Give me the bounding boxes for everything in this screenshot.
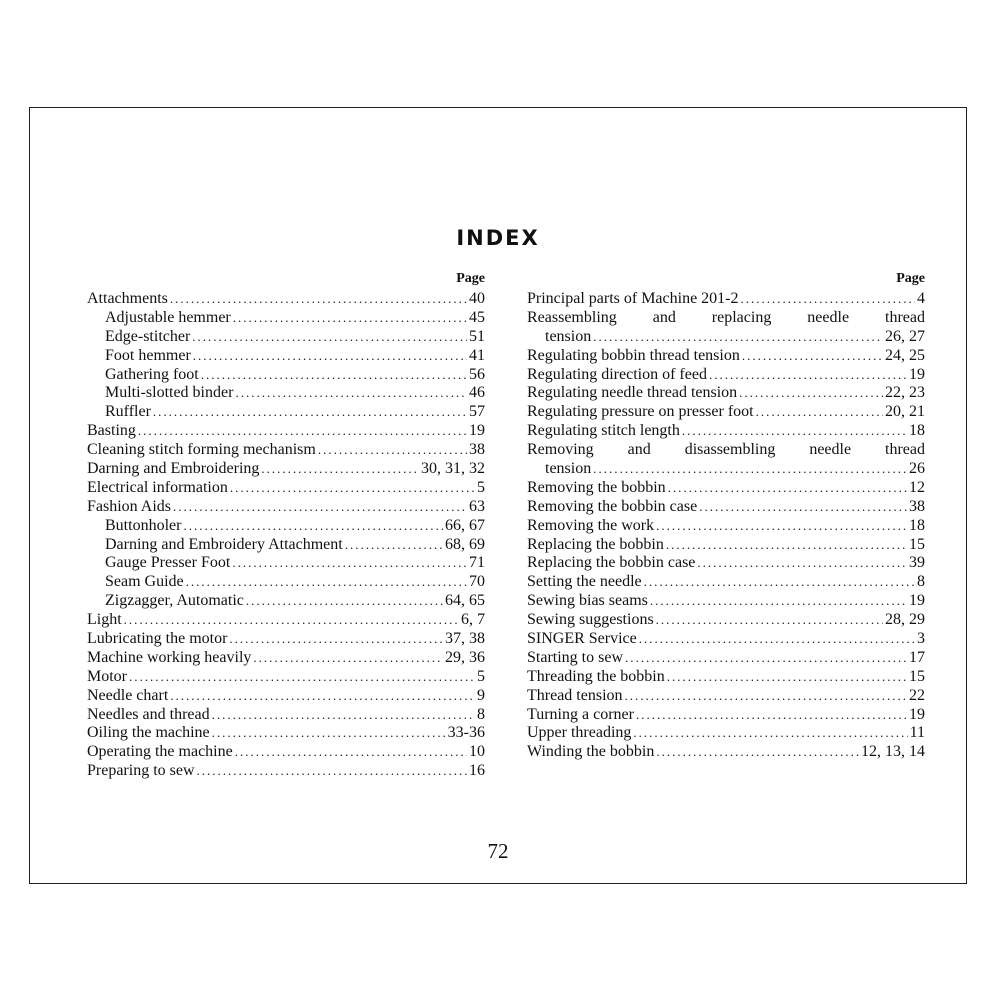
dot-leader bbox=[183, 517, 443, 536]
index-entry bbox=[87, 517, 485, 536]
index-entry-name: Regulating direction of feed bbox=[527, 365, 707, 383]
index-entry-page: 70 bbox=[469, 573, 485, 591]
dot-leader bbox=[235, 743, 467, 762]
index-entry bbox=[527, 366, 925, 385]
index-entry bbox=[87, 498, 485, 517]
index-entry-page: 51 bbox=[469, 327, 485, 345]
dot-leader bbox=[625, 687, 907, 706]
index-entry-name: Preparing to sew bbox=[87, 762, 195, 780]
dot-leader bbox=[668, 479, 907, 498]
dot-leader bbox=[644, 573, 915, 592]
index-entry bbox=[87, 536, 485, 555]
index-entry-page: 26 bbox=[909, 460, 925, 478]
dot-leader bbox=[739, 384, 883, 403]
dot-leader bbox=[230, 479, 475, 498]
index-entry-name: Attachments bbox=[87, 290, 168, 307]
index-entry bbox=[87, 441, 485, 460]
index-entry-name: Electrical information bbox=[87, 478, 228, 496]
index-entry-page: 17 bbox=[909, 648, 925, 666]
dot-leader bbox=[650, 592, 907, 611]
dot-leader bbox=[656, 611, 883, 630]
index-entry bbox=[527, 724, 925, 743]
index-entry-name: Fashion Aids bbox=[87, 497, 172, 515]
index-entry-page: 5 bbox=[477, 667, 485, 685]
index-entry-name: Regulating bobbin thread tension bbox=[527, 346, 740, 364]
index-entry-name: Winding the bobbin bbox=[527, 743, 655, 761]
index-entry-page: 63 bbox=[469, 497, 485, 515]
index-entry-name: Zigzagger, Automatic bbox=[105, 592, 244, 610]
index-entry bbox=[87, 554, 485, 573]
index-entry-name: Regulating pressure on presser foot bbox=[527, 403, 754, 421]
dot-leader bbox=[233, 309, 467, 328]
index-entry-page: 41 bbox=[469, 346, 485, 364]
index-entry bbox=[87, 668, 485, 687]
index-entry-page: 19 bbox=[909, 705, 925, 723]
dot-leader bbox=[756, 403, 883, 422]
index-entry-name: Turning a corner bbox=[527, 705, 634, 723]
index-entry-name: Starting to sew bbox=[527, 648, 623, 666]
index-entry-name: Upper threading bbox=[527, 724, 632, 742]
dot-leader bbox=[124, 611, 459, 630]
index-entry-name: Principal parts of Machine 201-2 bbox=[527, 290, 739, 307]
dot-leader bbox=[656, 743, 859, 762]
dot-leader bbox=[235, 384, 467, 403]
index-entry-name: Multi-slotted binder bbox=[105, 384, 234, 402]
dot-leader bbox=[667, 668, 907, 687]
index-entry bbox=[527, 611, 925, 630]
index-entry-name: Sewing bias seams bbox=[527, 592, 648, 610]
index-entry-page: 19 bbox=[469, 422, 485, 440]
index-entry-page: 46 bbox=[469, 384, 485, 402]
index-entry-page: 22 bbox=[909, 686, 925, 704]
dot-leader bbox=[633, 724, 907, 743]
index-entry bbox=[527, 706, 925, 725]
index-entry bbox=[527, 479, 925, 498]
index-entry bbox=[527, 460, 925, 479]
index-entry-page: 15 bbox=[909, 667, 925, 685]
index-entry-page: 26, 27 bbox=[885, 327, 925, 345]
dot-leader bbox=[741, 290, 916, 309]
index-entry bbox=[527, 422, 925, 441]
index-entry bbox=[87, 328, 485, 347]
index-entry bbox=[87, 422, 485, 441]
index-entry-page: 22, 23 bbox=[885, 384, 925, 402]
dot-leader bbox=[201, 366, 467, 385]
index-entry-page: 33-36 bbox=[447, 724, 485, 742]
dot-leader bbox=[212, 706, 475, 725]
index-entry-name: Light bbox=[87, 611, 122, 629]
index-entry-page: 12, 13, 14 bbox=[861, 743, 925, 761]
index-entry-page: 71 bbox=[469, 554, 485, 572]
index-entry bbox=[87, 403, 485, 422]
index-entry bbox=[527, 290, 925, 309]
index-entry-page: 16 bbox=[469, 762, 485, 780]
index-entry-page: 11 bbox=[909, 724, 925, 742]
index-entry-name: Removing the bobbin case bbox=[527, 497, 698, 515]
index-entry bbox=[87, 706, 485, 725]
index-entry bbox=[527, 668, 925, 687]
dot-leader bbox=[699, 498, 907, 517]
index-entry-name: Needle chart bbox=[87, 686, 169, 704]
dot-leader bbox=[593, 460, 907, 479]
index-entry-page: 3 bbox=[917, 630, 925, 648]
index-entry-name: tension bbox=[545, 460, 592, 478]
dot-leader bbox=[129, 668, 475, 687]
index-entry-page: 19 bbox=[909, 365, 925, 383]
index-entry-page: 38 bbox=[909, 497, 925, 515]
index-entry-name: Buttonholer bbox=[105, 516, 182, 534]
dot-leader bbox=[742, 347, 883, 366]
dot-leader bbox=[186, 573, 467, 592]
index-entry bbox=[527, 403, 925, 422]
index-entry-page: 56 bbox=[469, 365, 485, 383]
index-entry-name: Machine working heavily bbox=[87, 648, 252, 666]
dot-leader bbox=[246, 592, 443, 611]
index-entry bbox=[527, 687, 925, 706]
dot-leader bbox=[170, 290, 467, 309]
index-entry-page: 24, 25 bbox=[885, 346, 925, 364]
index-entry-name: Threading the bobbin bbox=[527, 667, 665, 685]
index-entry-name: Replacing the bobbin bbox=[527, 535, 664, 553]
index-entry-name: Operating the machine bbox=[87, 743, 233, 761]
dot-leader bbox=[170, 687, 475, 706]
index-entry-name: Edge-stitcher bbox=[105, 327, 191, 345]
index-entry-name: Darning and Embroidering bbox=[87, 460, 260, 478]
dot-leader bbox=[153, 403, 467, 422]
index-entry-page: 8 bbox=[477, 705, 485, 723]
index-entry-page: 8 bbox=[917, 573, 925, 591]
index-entry bbox=[87, 460, 485, 479]
index-entry bbox=[87, 384, 485, 403]
index-entry bbox=[527, 347, 925, 366]
index-entry-page: 18 bbox=[909, 516, 925, 534]
index-entry-name: Ruffler bbox=[105, 403, 151, 421]
index-entry-name: Setting the needle bbox=[527, 573, 642, 591]
index-entry-name: Thread tension bbox=[527, 686, 623, 704]
dot-leader bbox=[138, 422, 467, 441]
index-entry-name: Needles and thread bbox=[87, 705, 210, 723]
index-entry bbox=[527, 517, 925, 536]
index-entry bbox=[87, 724, 485, 743]
index-entry-name: Lubricating the motor bbox=[87, 630, 228, 648]
index-entry-page: 15 bbox=[909, 535, 925, 553]
left-column-header: Page bbox=[456, 271, 485, 286]
index-entry bbox=[527, 498, 925, 517]
index-entry bbox=[527, 441, 925, 460]
index-entry bbox=[527, 536, 925, 555]
index-entry bbox=[87, 611, 485, 630]
index-entry-name: Cleaning stitch forming mechanism bbox=[87, 441, 316, 459]
index-entry-name: Foot hemmer bbox=[105, 346, 191, 364]
index-entry-name: Removing and disassembling needle thread bbox=[527, 441, 925, 459]
index-entry-page: 20, 21 bbox=[885, 403, 925, 421]
index-entry bbox=[87, 687, 485, 706]
index-entry bbox=[87, 592, 485, 611]
index-entry bbox=[87, 366, 485, 385]
dot-leader bbox=[318, 441, 467, 460]
index-entry bbox=[527, 328, 925, 347]
index-entry-page: 18 bbox=[909, 422, 925, 440]
dot-leader bbox=[682, 422, 907, 441]
index-entry-name: Removing the work bbox=[527, 516, 655, 534]
dot-leader bbox=[345, 536, 443, 555]
dot-leader bbox=[229, 630, 443, 649]
dot-leader bbox=[656, 517, 907, 536]
index-entry-name: Regulating stitch length bbox=[527, 422, 680, 440]
index-entry-name: SINGER Service bbox=[527, 630, 637, 648]
index-entry-page: 28, 29 bbox=[885, 611, 925, 629]
index-entry bbox=[527, 743, 925, 762]
index-entry-name: Adjustable hemmer bbox=[105, 308, 231, 326]
index-entry bbox=[87, 743, 485, 762]
index-entry-name: Gathering foot bbox=[105, 365, 199, 383]
index-entry-page: 30, 31, 32 bbox=[421, 460, 485, 478]
index-entry bbox=[527, 554, 925, 573]
index-entry-page: 6, 7 bbox=[461, 611, 485, 629]
index-entry-page: 39 bbox=[909, 554, 925, 572]
index-entry-page: 12 bbox=[909, 478, 925, 496]
page-title: INDEX bbox=[456, 226, 540, 250]
left-column bbox=[87, 268, 485, 781]
dot-leader bbox=[666, 536, 907, 555]
index-entry bbox=[87, 290, 485, 309]
index-entry-page: 40 bbox=[469, 290, 485, 307]
index-entry-name: Reassembling and replacing needle thread bbox=[527, 308, 925, 326]
dot-leader bbox=[636, 706, 907, 725]
index-entry bbox=[527, 309, 925, 328]
dot-leader bbox=[192, 328, 467, 347]
index-entry bbox=[87, 347, 485, 366]
dot-leader bbox=[639, 630, 915, 649]
right-column bbox=[527, 268, 925, 762]
index-entry bbox=[87, 762, 485, 781]
index-entry-page: 5 bbox=[477, 478, 485, 496]
right-column-header: Page bbox=[896, 271, 925, 286]
index-entry-page: 45 bbox=[469, 308, 485, 326]
index-entry-page: 29, 36 bbox=[445, 648, 485, 666]
index-entry-page: 37, 38 bbox=[445, 630, 485, 648]
dot-leader bbox=[709, 366, 907, 385]
dot-leader bbox=[625, 649, 907, 668]
index-entry-name: Motor bbox=[87, 667, 127, 685]
index-entry-name: Oiling the machine bbox=[87, 724, 210, 742]
index-entry bbox=[87, 479, 485, 498]
index-entry-page: 57 bbox=[469, 403, 485, 421]
dot-leader bbox=[697, 554, 907, 573]
index-entry bbox=[527, 592, 925, 611]
index-entry-name: Removing the bobbin bbox=[527, 478, 666, 496]
index-page bbox=[29, 107, 967, 884]
index-entry-name: tension bbox=[545, 327, 592, 345]
dot-leader bbox=[253, 649, 443, 668]
left-entry-list bbox=[87, 290, 485, 781]
index-entry-page: 38 bbox=[469, 441, 485, 459]
page-number: 72 bbox=[487, 839, 509, 863]
index-entry-page: 10 bbox=[469, 743, 485, 761]
index-entry-page: 19 bbox=[909, 592, 925, 610]
index-entry bbox=[87, 309, 485, 328]
index-entry-name: Seam Guide bbox=[105, 573, 184, 591]
index-entry-page: 4 bbox=[917, 290, 925, 307]
dot-leader bbox=[232, 554, 467, 573]
index-entry-name: Sewing suggestions bbox=[527, 611, 654, 629]
dot-leader bbox=[197, 762, 467, 781]
index-entry-page: 9 bbox=[477, 686, 485, 704]
index-entry-page: 64, 65 bbox=[445, 592, 485, 610]
index-entry bbox=[527, 649, 925, 668]
index-entry-name: Darning and Embroidery Attachment bbox=[105, 535, 343, 553]
index-entry bbox=[527, 573, 925, 592]
index-entry-name: Gauge Presser Foot bbox=[105, 554, 231, 572]
index-entry-page: 68, 69 bbox=[445, 535, 485, 553]
index-entry-name: Basting bbox=[87, 422, 136, 440]
index-entry bbox=[87, 573, 485, 592]
index-entry-name: Regulating needle thread tension bbox=[527, 384, 738, 402]
dot-leader bbox=[173, 498, 467, 517]
index-entry-name: Replacing the bobbin case bbox=[527, 554, 696, 572]
dot-leader bbox=[193, 347, 467, 366]
index-entry bbox=[87, 649, 485, 668]
dot-leader bbox=[261, 460, 419, 479]
index-entry bbox=[527, 384, 925, 403]
dot-leader bbox=[212, 724, 446, 743]
index-entry bbox=[87, 630, 485, 649]
dot-leader bbox=[593, 328, 883, 347]
right-entry-list bbox=[527, 290, 925, 762]
index-entry-page: 66, 67 bbox=[445, 516, 485, 534]
index-entry bbox=[527, 630, 925, 649]
